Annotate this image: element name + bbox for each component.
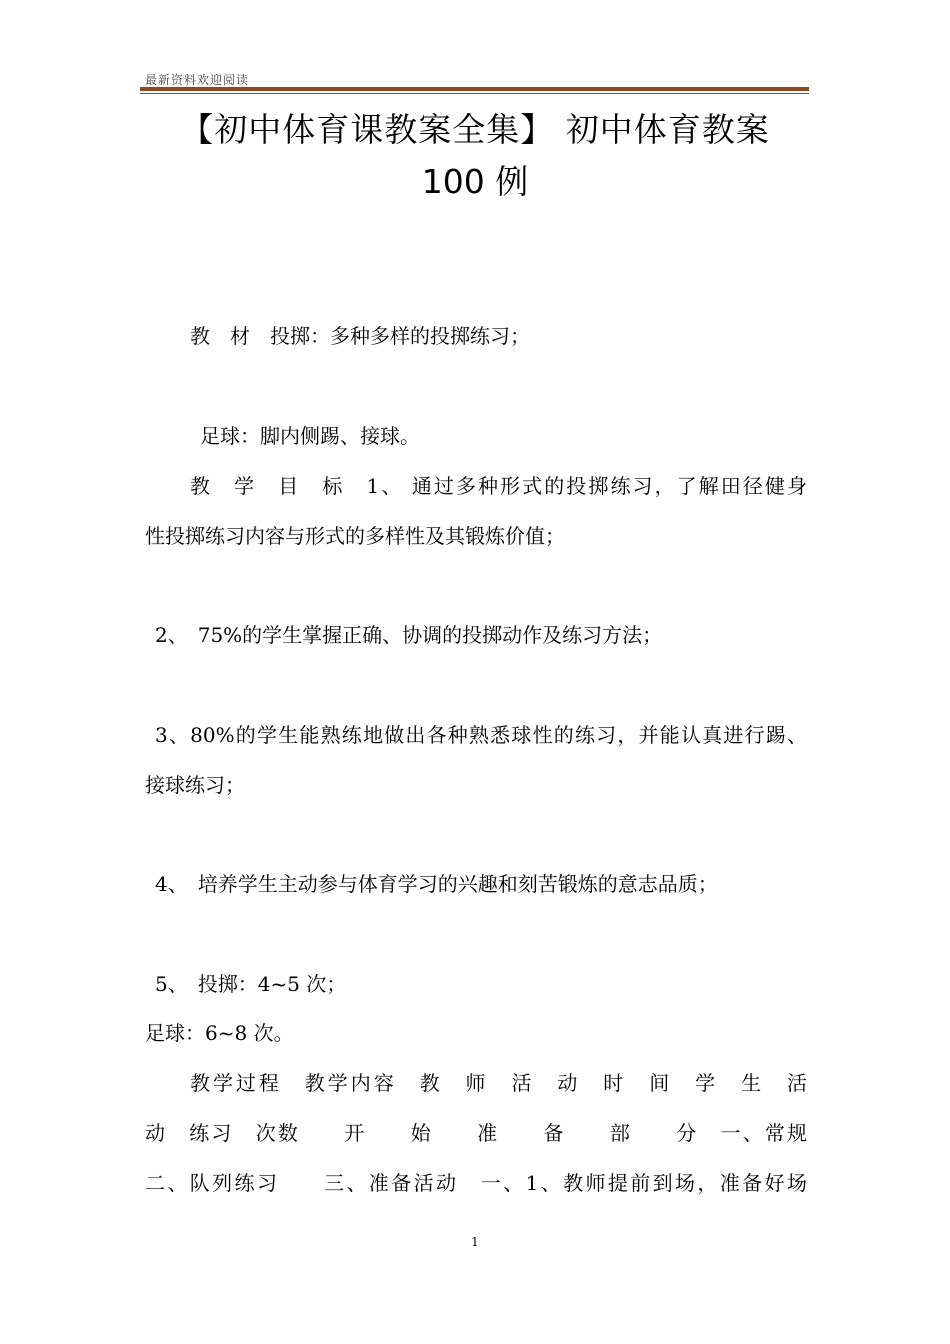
paragraph-goal-3: 3、80%的学生能熟练地做出各种熟悉球性的练习，并能认真进行踢、	[155, 723, 807, 747]
document-title-line1: 【初中体育课教案全集】 初中体育教案	[180, 110, 770, 149]
paragraph-process-row2: 二、队列练习 三、准备活动 一、1、教师提前到场，准备好场	[145, 1171, 807, 1195]
paragraph-football: 足球：脚内侧踢、接球。	[200, 424, 420, 448]
document-title-line2: 100 例	[421, 162, 529, 201]
paragraph-football-reps: 足球：6~8 次。	[145, 1021, 294, 1045]
paragraph-process-header: 教学过程 教学内容 教 师 活 动 时 间 学 生 活	[190, 1071, 807, 1095]
paragraph-goal-4: 4、 培养学生主动参与体育学习的兴趣和刻苦锻炼的意志品质；	[155, 872, 718, 896]
paragraph-goal-2: 2、 75%的学生掌握正确、协调的投掷动作及练习方法；	[155, 623, 663, 647]
paragraph-goals: 教 学 目 标 1、 通过多种形式的投掷练习，了解田径健身	[190, 474, 807, 498]
paragraph-process-row1: 动 练习 次数 开 始 准 备 部 分 一、常规	[145, 1121, 807, 1145]
header-rule-thin	[140, 93, 809, 94]
paragraph-goal-3-cont: 接球练习；	[145, 773, 245, 797]
running-header: 最新资料欢迎阅读	[145, 73, 250, 87]
page-number: 1	[471, 1235, 479, 1249]
paragraph-goals-cont: 性投掷练习内容与形式的多样性及其锻炼价值；	[145, 524, 565, 548]
paragraph-goal-5: 5、 投掷：4~5 次；	[155, 972, 347, 996]
paragraph-material: 教 材 投掷：多种多样的投掷练习；	[190, 324, 530, 348]
header-rule	[140, 87, 809, 91]
